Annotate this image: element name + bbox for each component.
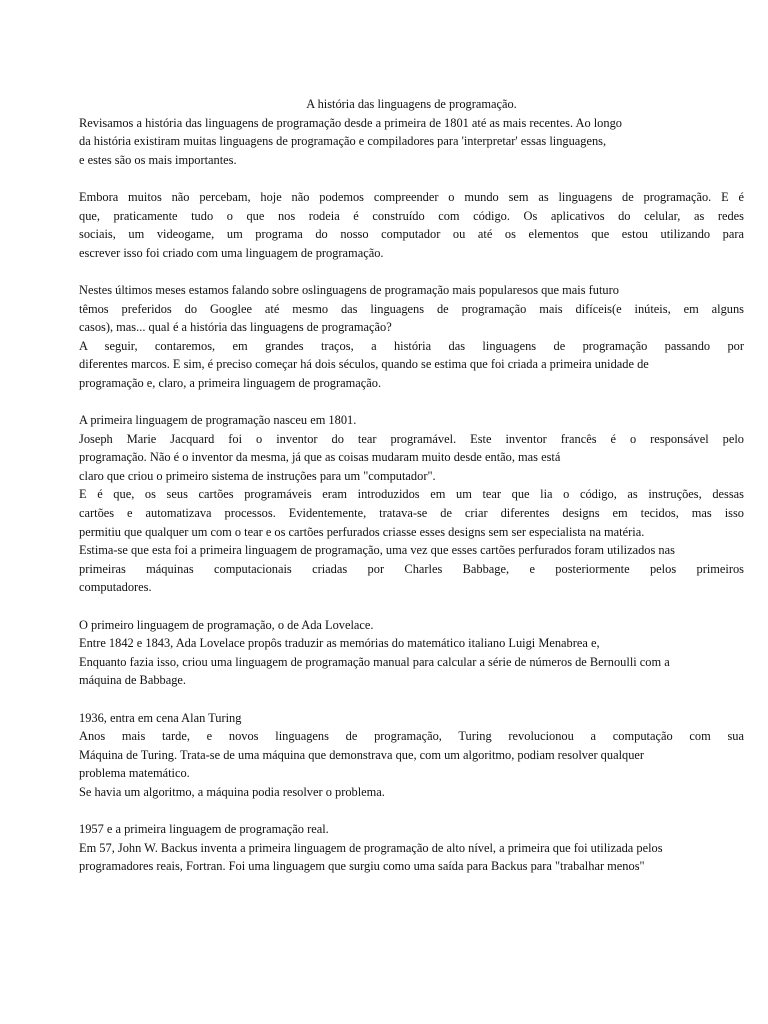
text-line: Entre 1842 e 1843, Ada Lovelace propôs traduzir as memórias do matemático italiano Luigi Menabrea e, <box>79 636 600 651</box>
text-line: máquina de Babbage. <box>79 673 187 688</box>
text-line: computadores. <box>79 580 152 595</box>
paragraph-gap <box>79 690 744 709</box>
paragraph-gap <box>79 262 744 281</box>
text-line: permitiu que qualquer um com o tear e os cartões perfurados criasse esses designs sem ser especialista na matéria. <box>79 524 645 539</box>
paragraph-gap <box>79 169 744 188</box>
text-line: programadores reais, Fortran. Foi uma linguagem que surgiu como uma saída para Backus para "trabalhar menos" <box>79 859 645 874</box>
section-turing <box>79 709 744 802</box>
text-line: Se havia um algoritmo, a máquina podia resolver o problema. <box>79 784 385 799</box>
section-1801 <box>79 411 744 597</box>
paragraph-recent-months <box>79 281 744 393</box>
section-heading: 1957 e a primeira linguagem de programação real. <box>79 822 329 837</box>
text-line: claro que criou o primeiro sistema de instruções para um "computador". <box>79 468 436 483</box>
document-title: A história das linguagens de programação. <box>306 97 517 111</box>
text-line: problema matemático. <box>79 766 190 781</box>
paragraph-gap <box>79 802 744 821</box>
text-line: sociais, um videogame, um programa do nosso computador ou até os elementos que estou utilizando para <box>79 227 744 242</box>
section-1957 <box>79 820 744 876</box>
text-line: Joseph Marie Jacquard foi o inventor do tear programável. Este inventor francês é o responsável pelo <box>79 431 744 446</box>
section-heading: 1936, entra em cena Alan Turing <box>79 710 242 725</box>
text-line: Embora muitos não percebam, hoje não podemos compreender o mundo sem as linguagens de programação. E é <box>79 189 744 204</box>
text-line: Estima-se que esta foi a primeira linguagem de programação, uma vez que esses cartões perfurados foram utilizados nas <box>79 543 675 558</box>
text-line: Em 57, John W. Backus inventa a primeira linguagem de programação de alto nível, a primeira que foi utilizada pelos <box>79 840 663 855</box>
paragraph-gap <box>79 597 744 616</box>
text-line: que, praticamente tudo o que nos rodeia é construído com código. Os aplicativos do celular, as redes <box>79 208 744 223</box>
text-line: diferentes marcos. E sim, é preciso começar há dois séculos, quando se estima que foi criada a primeira unidade de <box>79 357 649 372</box>
text-line: escrever isso foi criado com uma linguagem de programação. <box>79 245 384 260</box>
section-heading: O primeiro linguagem de programação, o de Ada Lovelace. <box>79 617 374 632</box>
text-line: casos), mas... qual é a história das linguagens de programação? <box>79 320 392 335</box>
text-line: Máquina de Turing. Trata-se de uma máquina que demonstrava que, com um algoritmo, podiam resolver qualquer <box>79 747 645 762</box>
text-line: da história existiram muitas linguagens de programação e compiladores para 'interpretar' essas linguagens, <box>79 134 607 149</box>
text-line: E é que, os seus cartões programáveis eram introduzidos em um tear que lia o código, as instruções, dessas <box>79 487 744 502</box>
text-line: Revisamos a história das linguagens de programação desde a primeira de 1801 até as mais recentes. Ao longo <box>79 115 622 130</box>
text-line: programação. Não é o inventor da mesma, já que as coisas mudaram muito desde então, mas está <box>79 450 561 465</box>
paragraph-languages-world <box>79 188 744 262</box>
document-body <box>79 95 744 876</box>
section-heading: A primeira linguagem de programação nasceu em 1801. <box>79 413 357 428</box>
paragraph-gap <box>79 393 744 412</box>
text-line: têmos preferidos do Googlee até mesmo das linguagens de programação mais difíceis(e inúteis, em alguns <box>79 301 744 316</box>
text-line: Nestes últimos meses estamos falando sobre oslinguagens de programação mais popularesos que mais futuro <box>79 282 619 297</box>
text-line: A seguir, contaremos, em grandes traços, a história das linguagens de programação passando por <box>79 338 744 353</box>
section-lovelace <box>79 616 744 690</box>
text-line: e estes são os mais importantes. <box>79 152 237 167</box>
text-line: primeiras máquinas computacionais criadas por Charles Babbage, e posteriormente pelos primeiros <box>79 561 744 576</box>
intro-paragraph <box>79 114 744 170</box>
text-line: Enquanto fazia isso, criou uma linguagem de programação manual para calcular a série de números de Bernoulli com a <box>79 654 670 669</box>
text-line: programação e, claro, a primeira linguagem de programação. <box>79 375 382 390</box>
text-line: cartões e automatizava processos. Evidentemente, tratava-se de criar diferentes designs em tecidos, mas isso <box>79 506 744 521</box>
text-line: Anos mais tarde, e novos linguagens de programação, Turing revolucionou a computação com sua <box>79 729 744 744</box>
